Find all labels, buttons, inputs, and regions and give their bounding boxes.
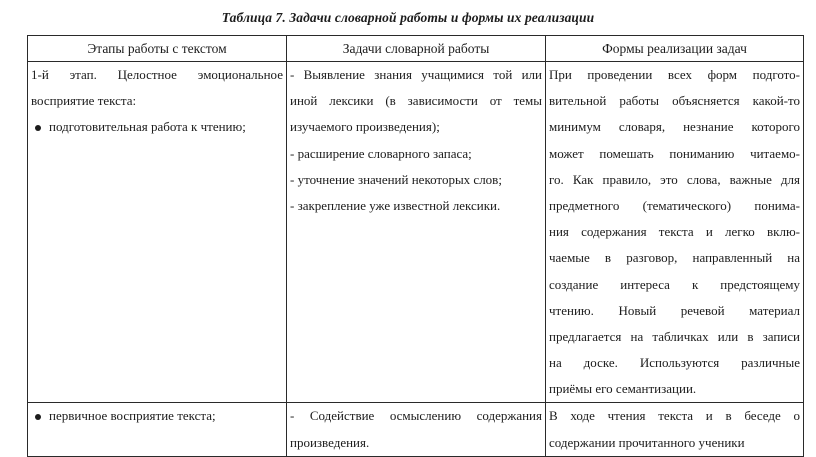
vocabulary-work-table: [27, 35, 804, 457]
stage-line: 1-й этап. Целостное эмоциональное: [31, 67, 283, 82]
task-line: произведения.: [290, 434, 370, 450]
cell-tasks1: [287, 62, 546, 403]
task-line: - Выявление знания учащимися той или: [290, 67, 542, 82]
form-line: При проведении всех форм подгото-: [549, 67, 800, 82]
form-line: предлагается на табличках или в записи: [549, 328, 800, 344]
cell-forms2: [546, 403, 804, 457]
table-header-row: [28, 36, 804, 62]
cell-stage2: [28, 403, 287, 457]
header-forms: Формы реализации задач: [546, 36, 804, 62]
header-stages: Этапы работы с текстом: [28, 36, 287, 62]
header-tasks: Задачи словарной работы: [287, 36, 546, 62]
bullet-icon: [35, 125, 41, 131]
bullet-item: [28, 114, 286, 140]
table-caption: Таблица 7. Задачи словарной работы и формы их реализации: [221, 10, 595, 25]
table-row-stage1: [28, 62, 804, 403]
task-line: - уточнение значений некоторых слов;: [290, 171, 502, 187]
form-line: минимум словаря, незнание которого: [549, 119, 800, 135]
form-line: ния содержания текста и легко вклю-: [549, 224, 800, 240]
cell-tasks2: [287, 403, 546, 457]
form-line: предметного (тематического) понима-: [549, 197, 800, 213]
form-line: В ходе чтения текста и в беседе о: [549, 408, 800, 424]
form-line: вительной работы объясняется какой-то: [549, 93, 800, 109]
task-line: - закрепление уже известной лексики.: [290, 197, 501, 213]
task-line: - Содействие осмыслению содержания: [290, 408, 542, 424]
bullet-icon: [35, 414, 41, 420]
cell-forms1: [546, 62, 804, 403]
form-line: содержании прочитанного ученики: [549, 434, 745, 450]
cell-stage1: [28, 62, 287, 403]
task-line: иной лексики (в зависимости от темы: [290, 93, 542, 109]
stage-line: восприятие текста:: [31, 93, 137, 109]
bullet-item: [28, 403, 286, 429]
form-line: на доске. Используются различные: [549, 355, 800, 371]
form-line: создание интереса к предстоящему: [549, 276, 800, 292]
form-line: приёмы его семантизации.: [549, 381, 697, 397]
form-line: может помешать пониманию читаемо-: [549, 145, 800, 161]
form-line: чаемые в разговор, направленный на: [549, 250, 800, 266]
form-line: го. Как правило, это слова, важные для: [549, 171, 800, 187]
task-line: - расширение словарного запаса;: [290, 145, 472, 161]
task-line: изучаемого произведения);: [290, 119, 440, 135]
table-row-stage2: [28, 403, 804, 457]
bullet-text: первичное восприятие текста;: [49, 408, 216, 424]
form-line: чтению. Новый речевой материал: [549, 302, 800, 318]
bullet-text: подготовительная работа к чтению;: [49, 119, 246, 135]
